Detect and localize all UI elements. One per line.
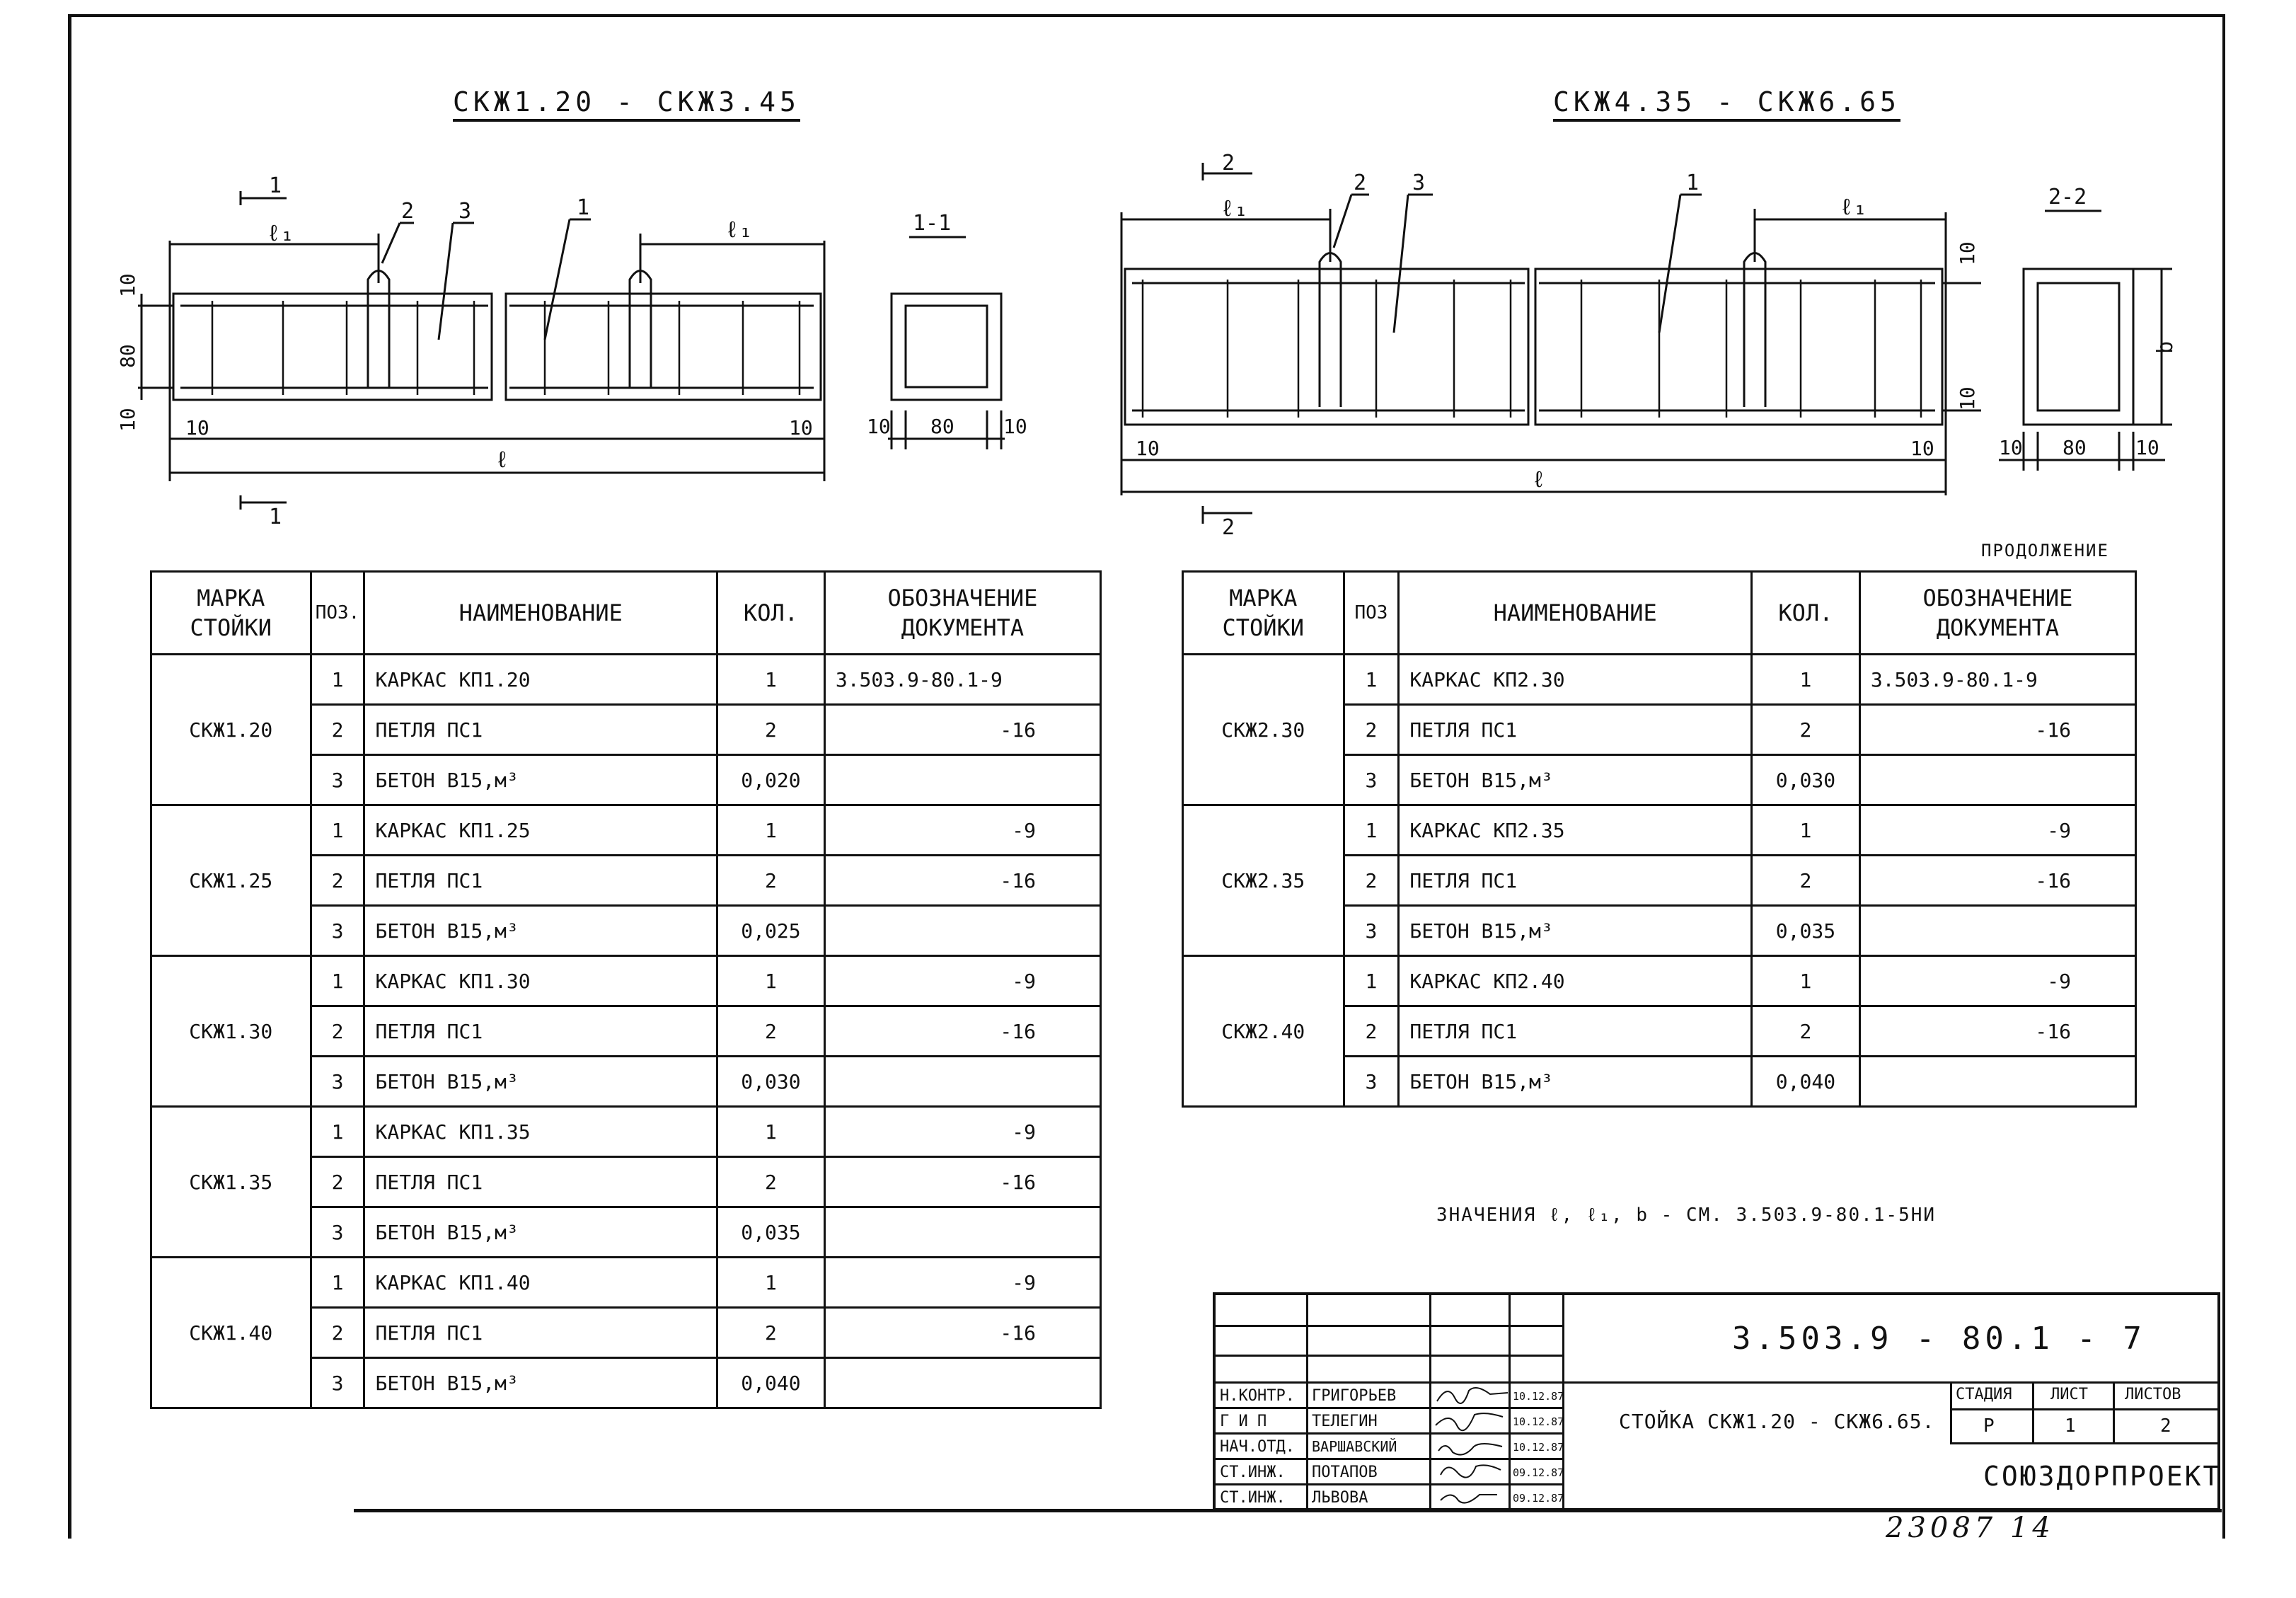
right-loop-1 xyxy=(1320,253,1341,408)
right-dim-l1-right: ℓ₁ xyxy=(1840,193,1867,220)
signer-name: ТЕЛЕГИН xyxy=(1312,1413,1378,1430)
row-doc: -9 xyxy=(1859,956,2135,1006)
row-pos: 2 xyxy=(311,705,364,755)
signer-date: 10.12.87 xyxy=(1513,1390,1564,1403)
row-doc xyxy=(824,1358,1100,1408)
right-callout-1: 1 xyxy=(1686,171,1700,195)
row-name: БЕТОН В15,м³ xyxy=(364,1358,717,1408)
stand-mark: СКЖ1.25 xyxy=(151,805,311,956)
row-doc: -16 xyxy=(824,1308,1100,1358)
right-dim-height: b xyxy=(2153,340,2178,354)
drawing-name: СТОЙКА СКЖ1.20 - СКЖ6.65. xyxy=(1619,1410,1935,1433)
row-pos: 3 xyxy=(311,1207,364,1258)
title-block xyxy=(1213,1292,2220,1511)
row-qty: 0,040 xyxy=(717,1358,825,1408)
left-dim-length: ℓ xyxy=(495,446,509,473)
right-dim-length: ℓ xyxy=(1532,466,1546,493)
row-name: БЕТОН В15,м³ xyxy=(1399,906,1752,956)
row-name: ПЕТЛЯ ПС1 xyxy=(364,1157,717,1207)
row-qty: 0,025 xyxy=(717,906,825,956)
row-doc xyxy=(824,1207,1100,1258)
sheet-value: 1 xyxy=(2065,1415,2076,1437)
left-callout-3: 3 xyxy=(458,199,472,224)
stand-mark: СКЖ1.35 xyxy=(151,1107,311,1258)
handwritten-number: 23087 14 xyxy=(1886,1512,2055,1544)
left-section-cut-bottom: 1 xyxy=(269,505,282,529)
row-doc xyxy=(824,755,1100,805)
spec-table-right-header xyxy=(1183,572,2136,655)
row-qty: 2 xyxy=(717,705,825,755)
right-sec-dim-mid: 80 xyxy=(2063,436,2087,459)
table-row xyxy=(151,1107,1101,1157)
row-doc: -9 xyxy=(824,1107,1100,1157)
right-dim-end-right: 10 xyxy=(1910,437,1934,460)
left-section-title: 1-1 xyxy=(913,211,952,236)
left-drawing-title: СКЖ1.20 - СКЖ3.45 xyxy=(453,86,800,122)
left-loop-1 xyxy=(368,271,389,389)
row-pos: 2 xyxy=(1344,705,1399,755)
row-pos: 3 xyxy=(1344,1057,1399,1107)
row-doc: -16 xyxy=(1859,1006,2135,1057)
left-dim-end-left: 10 xyxy=(185,416,209,439)
row-doc xyxy=(1859,755,2135,805)
signer-role: Н.КОНТР. xyxy=(1220,1387,1295,1405)
row-doc xyxy=(824,906,1100,956)
left-sec-dim-right: 10 xyxy=(1003,415,1027,438)
row-doc: 3.503.9-80.1-9 xyxy=(824,655,1100,705)
row-qty: 0,035 xyxy=(1752,906,1860,956)
left-elevation-outline-a xyxy=(173,294,492,400)
row-qty: 2 xyxy=(1752,705,1860,755)
right-callout-2: 2 xyxy=(1354,171,1367,195)
stand-mark: СКЖ1.20 xyxy=(151,655,311,805)
right-elevation-outline-a xyxy=(1125,269,1528,425)
left-section-cut-top: 1 xyxy=(269,173,282,198)
signer-date: 09.12.87 xyxy=(1513,1466,1564,1479)
stand-mark: СКЖ1.30 xyxy=(151,956,311,1107)
row-name: БЕТОН В15,м³ xyxy=(364,755,717,805)
left-dim-bottom: 10 xyxy=(116,408,139,432)
right-drawing-title: СКЖ4.35 - СКЖ6.65 xyxy=(1553,86,1900,122)
signer-name: ПОТАПОВ xyxy=(1312,1464,1378,1481)
row-name: ПЕТЛЯ ПС1 xyxy=(364,1308,717,1358)
row-pos: 1 xyxy=(311,655,364,705)
header-doc: ОБОЗНАЧЕНИЕ ДОКУМЕНТА xyxy=(824,572,1100,655)
row-pos: 2 xyxy=(1344,1006,1399,1057)
row-name: КАРКАС КП1.40 xyxy=(364,1258,717,1308)
row-pos: 2 xyxy=(311,1006,364,1057)
row-pos: 1 xyxy=(1344,956,1399,1006)
stand-mark: СКЖ2.30 xyxy=(1183,655,1344,805)
stand-drawings xyxy=(0,0,2296,566)
row-doc xyxy=(1859,906,2135,956)
row-qty: 1 xyxy=(717,1258,825,1308)
left-dim-end-right: 10 xyxy=(789,416,813,439)
spec-table-left-header xyxy=(151,572,1101,655)
left-elevation-outline-b xyxy=(506,294,821,400)
row-qty: 1 xyxy=(1752,805,1860,856)
row-pos: 1 xyxy=(311,805,364,856)
row-name: ПЕТЛЯ ПС1 xyxy=(1399,856,1752,906)
right-loop-2 xyxy=(1744,253,1765,408)
row-name: КАРКАС КП1.30 xyxy=(364,956,717,1006)
row-name: КАРКАС КП2.40 xyxy=(1399,956,1752,1006)
row-qty: 1 xyxy=(717,805,825,856)
row-pos: 3 xyxy=(1344,755,1399,805)
row-doc: -16 xyxy=(824,705,1100,755)
row-qty: 1 xyxy=(717,655,825,705)
header-pos: ПОЗ xyxy=(1344,572,1399,655)
row-qty: 2 xyxy=(717,1006,825,1057)
row-qty: 0,030 xyxy=(717,1057,825,1107)
row-qty: 0,030 xyxy=(1752,755,1860,805)
row-qty: 1 xyxy=(717,1107,825,1157)
table-row xyxy=(151,956,1101,1006)
stand-mark: СКЖ2.35 xyxy=(1183,805,1344,956)
sheets-value: 2 xyxy=(2160,1415,2171,1437)
row-name: ПЕТЛЯ ПС1 xyxy=(1399,705,1752,755)
row-doc: -9 xyxy=(824,805,1100,856)
header-doc: ОБОЗНАЧЕНИЕ ДОКУМЕНТА xyxy=(1859,572,2135,655)
row-name: ПЕТЛЯ ПС1 xyxy=(364,705,717,755)
right-section-cut-bottom: 2 xyxy=(1222,515,1235,540)
row-qty: 1 xyxy=(1752,956,1860,1006)
spec-table-left xyxy=(150,570,1102,1409)
row-pos: 3 xyxy=(311,906,364,956)
organization: СОЮЗДОРПРОЕКТ xyxy=(1983,1461,2222,1492)
signer-date: 09.12.87 xyxy=(1513,1492,1564,1505)
row-pos: 1 xyxy=(1344,655,1399,705)
dimensions-note: ЗНАЧЕНИЯ ℓ, ℓ₁, b - СМ. 3.503.9-80.1-5НИ xyxy=(1436,1205,1937,1226)
table-row xyxy=(1183,956,2136,1006)
row-doc: -9 xyxy=(824,1258,1100,1308)
row-qty: 1 xyxy=(1752,655,1860,705)
row-doc: -9 xyxy=(824,956,1100,1006)
left-loop-2 xyxy=(630,271,651,389)
sheets-header: ЛИСТОВ xyxy=(2125,1386,2181,1403)
right-sec-dim-right: 10 xyxy=(2135,436,2159,459)
right-elevation-outline-b xyxy=(1535,269,1942,425)
row-doc: 3.503.9-80.1-9 xyxy=(1859,655,2135,705)
left-callout-1: 1 xyxy=(577,195,590,220)
row-pos: 1 xyxy=(1344,805,1399,856)
document-number: 3.503.9 - 80.1 - 7 xyxy=(1732,1321,2146,1357)
signer-name: ЛЬВОВА xyxy=(1312,1489,1368,1507)
row-pos: 2 xyxy=(1344,856,1399,906)
row-name: БЕТОН В15,м³ xyxy=(364,1207,717,1258)
right-dim-bottom: 10 xyxy=(1956,386,1979,410)
row-qty: 2 xyxy=(1752,856,1860,906)
left-dim-middle: 80 xyxy=(116,344,139,368)
sheet-header: ЛИСТ xyxy=(2050,1386,2088,1403)
signatures xyxy=(1430,1381,1509,1509)
signer-name: ГРИГОРЬЕВ xyxy=(1312,1387,1397,1405)
row-qty: 2 xyxy=(717,1157,825,1207)
spec-table-right xyxy=(1182,570,2137,1108)
row-doc: -16 xyxy=(824,856,1100,906)
row-qty: 2 xyxy=(717,1308,825,1358)
row-doc xyxy=(1859,1057,2135,1107)
table-row xyxy=(151,805,1101,856)
row-name: КАРКАС КП2.35 xyxy=(1399,805,1752,856)
row-pos: 3 xyxy=(311,755,364,805)
row-qty: 2 xyxy=(717,856,825,906)
table-row xyxy=(151,655,1101,705)
row-name: КАРКАС КП1.35 xyxy=(364,1107,717,1157)
stage-value: Р xyxy=(1983,1415,1995,1437)
row-name: КАРКАС КП1.25 xyxy=(364,805,717,856)
left-callout-2: 2 xyxy=(401,199,415,224)
row-pos: 2 xyxy=(311,1308,364,1358)
signer-role: СТ.ИНЖ. xyxy=(1220,1489,1286,1507)
row-pos: 3 xyxy=(311,1358,364,1408)
row-pos: 3 xyxy=(1344,906,1399,956)
row-pos: 1 xyxy=(311,956,364,1006)
signer-date: 10.12.87 xyxy=(1513,1415,1564,1428)
row-name: БЕТОН В15,м³ xyxy=(1399,755,1752,805)
row-qty: 2 xyxy=(1752,1006,1860,1057)
row-qty: 1 xyxy=(717,956,825,1006)
right-sec-dim-left: 10 xyxy=(1999,436,2023,459)
row-doc: -9 xyxy=(1859,805,2135,856)
header-qty: КОЛ. xyxy=(717,572,825,655)
table-row xyxy=(1183,655,2136,705)
header-name: НАИМЕНОВАНИЕ xyxy=(1399,572,1752,655)
table-row xyxy=(151,1258,1101,1308)
row-name: БЕТОН В15,м³ xyxy=(364,906,717,956)
row-name: БЕТОН В15,м³ xyxy=(1399,1057,1752,1107)
row-pos: 2 xyxy=(311,1157,364,1207)
signer-role: СТ.ИНЖ. xyxy=(1220,1464,1286,1481)
left-dim-l1-left: ℓ₁ xyxy=(267,219,294,246)
row-qty: 0,035 xyxy=(717,1207,825,1258)
right-dim-end-left: 10 xyxy=(1136,437,1160,460)
row-pos: 3 xyxy=(311,1057,364,1107)
right-dim-top: 10 xyxy=(1956,241,1979,265)
row-pos: 2 xyxy=(311,856,364,906)
row-qty: 0,040 xyxy=(1752,1057,1860,1107)
row-doc xyxy=(824,1057,1100,1107)
header-pos: ПОЗ. xyxy=(311,572,364,655)
header-mark: МАРКА СТОЙКИ xyxy=(1183,572,1344,655)
table-row xyxy=(1183,805,2136,856)
row-name: БЕТОН В15,м³ xyxy=(364,1057,717,1107)
row-doc: -16 xyxy=(824,1006,1100,1057)
row-pos: 1 xyxy=(311,1107,364,1157)
left-dim-l1-right: ℓ₁ xyxy=(725,216,753,243)
row-doc: -16 xyxy=(1859,705,2135,755)
stand-mark: СКЖ1.40 xyxy=(151,1258,311,1408)
row-name: КАРКАС КП1.20 xyxy=(364,655,717,705)
signer-role: НАЧ.ОТД. xyxy=(1220,1438,1295,1456)
row-name: КАРКАС КП2.30 xyxy=(1399,655,1752,705)
row-doc: -16 xyxy=(1859,856,2135,906)
header-qty: КОЛ. xyxy=(1752,572,1860,655)
continuation-label: ПРОДОЛЖЕНИЕ xyxy=(1981,541,2109,561)
right-section-cut-top: 2 xyxy=(1222,151,1235,176)
row-name: ПЕТЛЯ ПС1 xyxy=(364,1006,717,1057)
left-dim-top: 10 xyxy=(116,273,139,297)
right-section-title: 2-2 xyxy=(2048,185,2087,209)
row-name: ПЕТЛЯ ПС1 xyxy=(1399,1006,1752,1057)
row-doc: -16 xyxy=(824,1157,1100,1207)
signer-role: Г И П xyxy=(1220,1413,1267,1430)
row-qty: 0,020 xyxy=(717,755,825,805)
stand-mark: СКЖ2.40 xyxy=(1183,956,1344,1107)
signer-date: 10.12.87 xyxy=(1513,1441,1564,1454)
row-name: ПЕТЛЯ ПС1 xyxy=(364,856,717,906)
header-name: НАИМЕНОВАНИЕ xyxy=(364,572,717,655)
row-pos: 1 xyxy=(311,1258,364,1308)
left-sec-dim-mid: 80 xyxy=(930,415,954,438)
right-dim-l1-left: ℓ₁ xyxy=(1221,195,1248,222)
left-sec-dim-left: 10 xyxy=(867,415,891,438)
stage-header: СТАДИЯ xyxy=(1956,1386,2012,1403)
right-callout-3: 3 xyxy=(1412,171,1426,195)
signer-name: ВАРШАВСКИЙ xyxy=(1312,1438,1397,1455)
header-mark: МАРКА СТОЙКИ xyxy=(151,572,311,655)
